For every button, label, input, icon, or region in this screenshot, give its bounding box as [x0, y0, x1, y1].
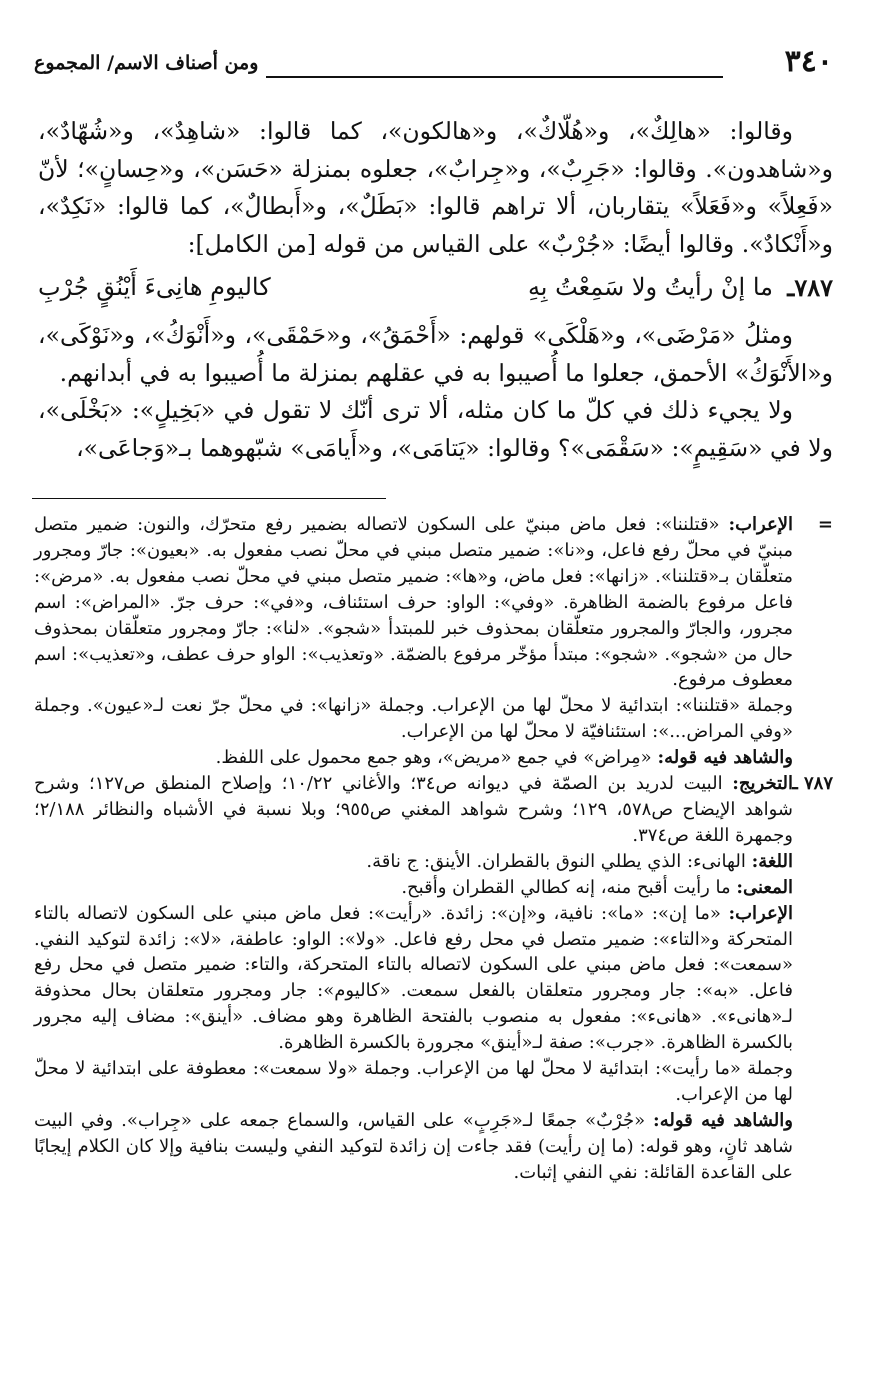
header-rule	[266, 76, 723, 78]
shahid-label: والشاهد فيه قوله:	[657, 747, 793, 769]
continuation-marker: =	[817, 514, 833, 535]
takhrij-label: التخريج:	[732, 773, 793, 795]
shahid-label: والشاهد فيه قوله:	[653, 1109, 793, 1131]
irab-text: «قتلننا»: فعل ماض مبنيّ على السكون لاتصاله بضمير رفع متحرّك، والنون: ضمير متصل مبنيّ في محلّ رفع فاعل، و«نا»: ضمير متصل مبني في محلّ نصب مفعول به. «بعيون»: جارّ ومجرور متعلّقان بـ«قتلننا». «زانها»: فعل ماض، و«ها»: ضمير متصل مبني في محلّ نصب مفعول به. «مرض»: فاعل مرفوع بالضمة الظاهرة. «وفي»: الواو: حرف استئناف، و«في»: حرف جرّ. «المراض»: اسم مجرور، والجارّ والمجرور متعلّقان بمحذوف خبر للمبتدأ «شجو». «لنا»: جارّ ومجرور متعلّقان بمحذوف حال من «شجو». «شجو»: مبتدأ مؤخّر مرفوع بالضمّة. «وتعذيب»: الواو حرف عطف، و«تعذيب»: اسم معطوف مرفوع.	[34, 514, 793, 691]
lugha-label: اللغة:	[751, 850, 793, 872]
irab-label: الإعراب:	[728, 514, 793, 535]
paragraph-1: وقالوا: «هالِكٌ»، و«هُلّاكٌ»، و«هالكون»، كما قالوا: «شاهِدٌ»، و«شُهّادٌ»، و«شاهدون». وقالوا: «جَرِبٌ»، و«جِرابٌ»، جعلوه بمنزلة «حَسَن»، و«حِسانٍ»؛ لأنّ «فَعِلاً» و«فَعَلاً» يتقاربان، ألا تراهم قالوا: «بَطَلٌ»، و«أَبطالٌ»، كما قالوا: «نَكِدٌ»، و«أَنْكادٌ». وقالوا أيضًا: «جُرْبٌ» على القياس من قوله [من الكامل]:	[38, 117, 833, 258]
page-number: ٣٤٠	[784, 44, 833, 79]
irab-text: «ما إن»: «ما»: نافية، و«إن»: زائدة. «رأيت»: فعل ماض مبني على السكون لاتصاله بالتاء المتحركة و«التاء»: ضمير متصل في محل رفع فاعل. «ولا»: الواو: عاطفة، «لا»: زائدة لتوكيد النفي. «سمعت»: فعل ماض مبني على السكون لاتصاله بالتاء المتحركة، والتاء: ضمير متصل في محل رفع فاعل. «به»: جار ومجرور متعلقان بالفعل سمعت. «كاليوم»: جار ومجرور متعلقان بحال محذوفة لـ«هانىء». «هانىء»: مفعول به منصوب بالفتحة الظاهرة وهو مضاف. «أينق»: مضاف إليه مجرور بالكسرة الظاهرة. «جرب»: صفة لـ«أينق» مجرورة بالكسرة الظاهرة.	[34, 902, 793, 1054]
verse-number: ٧٨٧ـ	[787, 273, 833, 302]
verse-hemistich-2: كاليومِ هانِىءَ أَيْنُقٍ جُرْبِ	[38, 273, 271, 301]
lugha-text: الهانىء: الذي يطلي النوق بالقطران. الأينق: ج ناقة.	[366, 850, 746, 872]
verse-787	[38, 269, 833, 315]
footnote-787-mana	[34, 875, 833, 901]
mana-label: المعنى:	[736, 876, 793, 898]
page-header	[34, 44, 833, 84]
paragraph-3: ولا يجيء ذلك في كلّ ما كان مثله، ألا ترى أنّك لا تقول في «بَخِيلٍ»: «بَخْلَى»، ولا في «سَقِيمٍ»: «سَقْمَى»؟ وقالوا: «يَتامَى»، و«أَيامَى» شبّهوهما بـ«وَجاعَى»،	[38, 396, 833, 462]
irab-label: الإعراب:	[728, 902, 793, 924]
running-title: ومن أصناف الاسم/ المجموع	[34, 52, 259, 74]
footnote-787-irab	[34, 901, 833, 1056]
footnote-787-irab-sentences: وجملة «ما رأيت»: ابتدائية لا محلّ لها من الإعراب. وجملة «ولا سمعت»: معطوفة على ابتدائية لا محلّ لها من الإعراب.	[34, 1058, 793, 1105]
footnote-number: ٧٨٧ ـ	[792, 773, 833, 795]
footnote-separator	[32, 498, 386, 499]
shahid-text: «جُرْبٌ» جمعًا لـ«جَرِبٍ» على القياس، والسماع جمعه على «جِراب». وفي البيت شاهد ثانٍ، وهو قوله: (ما إن رأيت) فقد جاءت إن زائدة لتوكيد النفي وليست بنافية وإلا كان الكلام إيجابًا على القاعدة القائلة: نفي النفي إثبات.	[34, 1109, 793, 1183]
footnote-prev-sentences: وجملة «قتلننا»: ابتدائية لا محلّ لها من الإعراب. وجملة «زانها»: في محلّ جرّ نعت لـ«عيون». وجملة «وفي المراض...»: استئنافيّة لا محلّ لها من الإعراب.	[34, 695, 793, 743]
verse-hemistich-1: ما إنْ رأيتُ ولا سَمِعْتُ بِهِ	[527, 273, 773, 301]
footnote-prev-irab	[34, 512, 833, 693]
footnote-787-takhrij	[34, 771, 833, 849]
takhrij-text: البيت لدريد بن الصمّة في ديوانه ص٣٤؛ والأغاني ١٠/٢٢؛ وإصلاح المنطق ص١٢٧؛ وشرح شواهد الإيضاح ص٥٧٨، ١٢٩؛ وشرح شواهد المغني ص٩٥٥؛ وبلا نسبة في الأشباه والنظائر ٢/١٨٨؛ وجمهرة اللغة ص٣٧٤.	[34, 773, 794, 846]
mana-text: ما رأيت أقبح منه، إنه كطالي القطران وأقبح.	[401, 876, 731, 898]
footnote-prev-shahid	[34, 745, 833, 771]
footnotes	[34, 512, 833, 1186]
main-text	[38, 113, 833, 467]
footnote-787-lugha	[34, 849, 833, 875]
paragraph-2: ومثلُ «مَرْضَى»، و«هَلْكَى» قولهم: «أَحْمَقُ»، و«حَمْقَى»، و«أَنْوَكُ»، و«نَوْكَى»، و«الأَنْوَكُ» الأحمق، جعلوا ما أُصيبوا به في عقلهم بمنزلة ما أُصيبوا به في أبدانهم.	[38, 321, 833, 387]
footnote-787-shahid	[34, 1108, 833, 1186]
shahid-text: «مِراض» في جمع «مريض»، وهو جمع محمول على اللفظ.	[215, 747, 652, 769]
